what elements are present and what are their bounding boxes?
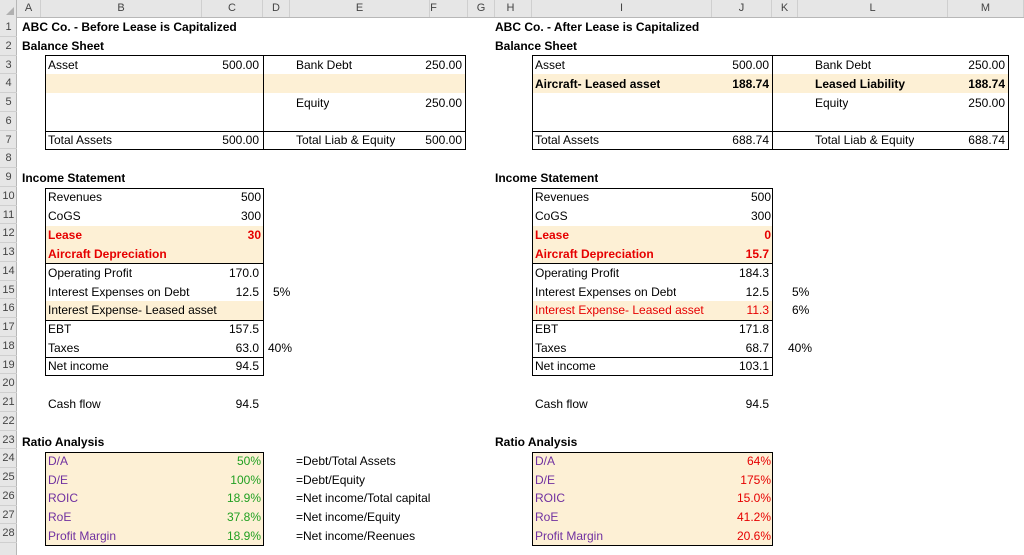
row-header-14[interactable]: 14	[0, 262, 17, 281]
before-tax-rate[interactable]: 40%	[268, 341, 293, 355]
row-header-5[interactable]: 5	[0, 93, 17, 112]
after-total-assets-label[interactable]: Total Assets	[535, 133, 600, 147]
after-total-liab-label[interactable]: Total Liab & Equity	[815, 133, 915, 147]
before-ratio-label-roic[interactable]: ROIC	[48, 491, 78, 505]
before-int-lease-label[interactable]: Interest Expense- Leased asset	[48, 303, 217, 317]
after-total-liab-value[interactable]: 688.74	[968, 133, 1005, 147]
before-ratio-formula-pm[interactable]: =Net income/Reenues	[296, 529, 416, 543]
after-ebt-value[interactable]: 171.8	[738, 322, 769, 336]
row-header-18[interactable]: 18	[0, 337, 17, 356]
after-asset-label[interactable]: Asset	[535, 58, 566, 72]
before-ratio-value-de[interactable]: 100%	[230, 473, 261, 487]
after-bank-debt-value[interactable]: 250.00	[968, 58, 1005, 72]
after-ratio-label-de[interactable]: D/E	[535, 473, 556, 487]
before-title[interactable]: ABC Co. - Before Lease is Capitalized	[22, 20, 237, 34]
after-total-assets-value[interactable]: 688.74	[732, 133, 769, 147]
after-ni-value[interactable]: 103.1	[738, 359, 769, 373]
column-header-c[interactable]: C	[202, 0, 263, 17]
before-ni-value[interactable]: 94.5	[235, 359, 259, 373]
column-header-m[interactable]: M	[948, 0, 1024, 17]
before-equity-value[interactable]: 250.00	[425, 96, 462, 110]
before-ratio-value-roic[interactable]: 18.9%	[226, 491, 261, 505]
before-ratio-formula-da[interactable]: =Debt/Total Assets	[296, 454, 396, 468]
row-header-1[interactable]: 1	[0, 18, 17, 37]
after-ebt-label[interactable]: EBT	[535, 322, 559, 336]
after-depr-label[interactable]: Aircraft Depreciation	[535, 247, 654, 261]
after-ratio-value-pm[interactable]: 20.6%	[736, 529, 771, 543]
after-ratio-label-pm[interactable]: Profit Margin	[535, 529, 604, 543]
after-cogs-value[interactable]: 300	[750, 209, 771, 223]
before-ratio-formula-roe[interactable]: =Net income/Equity	[296, 510, 401, 524]
row-header-15[interactable]: 15	[0, 281, 17, 300]
after-ratio-value-roe[interactable]: 41.2%	[736, 510, 771, 524]
row-header-8[interactable]: 8	[0, 149, 17, 168]
row-header-22[interactable]: 22	[0, 412, 17, 431]
after-income-label[interactable]: Income Statement	[495, 171, 599, 185]
after-ni-label[interactable]: Net income	[535, 359, 596, 373]
row-header-26[interactable]: 26	[0, 487, 17, 506]
after-ratio-label-da[interactable]: D/A	[535, 454, 556, 468]
before-revenues-label[interactable]: Revenues	[48, 190, 103, 204]
before-ratio-label-roe[interactable]: RoE	[48, 510, 72, 524]
before-revenues-value[interactable]: 500	[240, 190, 261, 204]
after-leased-liab-value[interactable]: 188.74	[968, 77, 1005, 91]
before-ni-label[interactable]: Net income	[48, 359, 109, 373]
column-header-b[interactable]: B	[41, 0, 202, 17]
column-header-k[interactable]: K	[772, 0, 798, 17]
after-revenues-value[interactable]: 500	[750, 190, 771, 204]
after-lease-value[interactable]: 0	[764, 228, 771, 242]
after-int-label[interactable]: Interest Expenses on Debt	[535, 285, 677, 299]
after-title[interactable]: ABC Co. - After Lease is Capitalized	[495, 20, 700, 34]
after-ratio-label-roe[interactable]: RoE	[535, 510, 559, 524]
row-header-21[interactable]: 21	[0, 393, 17, 412]
row-header-7[interactable]: 7	[0, 131, 17, 150]
after-op-label[interactable]: Operating Profit	[535, 266, 620, 280]
before-total-liab-label[interactable]: Total Liab & Equity	[296, 133, 396, 147]
before-balance-divider	[263, 55, 264, 150]
after-equity-value[interactable]: 250.00	[968, 96, 1005, 110]
before-cf-value[interactable]: 94.5	[235, 397, 259, 411]
after-taxes-value[interactable]: 68.7	[745, 341, 769, 355]
after-int-rate[interactable]: 5%	[792, 285, 810, 299]
before-ratio-value-da[interactable]: 50%	[236, 454, 261, 468]
column-header-g[interactable]: G	[468, 0, 495, 17]
row-header-28[interactable]: 28	[0, 524, 17, 543]
before-depr-label[interactable]: Aircraft Depreciation	[48, 247, 167, 261]
after-cogs-label[interactable]: CoGS	[535, 209, 568, 223]
before-equity-label[interactable]: Equity	[296, 96, 330, 110]
before-taxes-label[interactable]: Taxes	[48, 341, 80, 355]
after-asset-value[interactable]: 500.00	[732, 58, 769, 72]
before-ratio-value-pm[interactable]: 18.9%	[226, 529, 261, 543]
row-header-4[interactable]: 4	[0, 74, 17, 93]
after-bank-debt-label[interactable]: Bank Debt	[815, 58, 872, 72]
row-header-2[interactable]: 2	[0, 37, 17, 56]
row-header-17[interactable]: 17	[0, 318, 17, 337]
before-op-label[interactable]: Operating Profit	[48, 266, 133, 280]
row-header-12[interactable]: 12	[0, 224, 17, 243]
column-header-a[interactable]: A	[17, 0, 41, 17]
row-header-16[interactable]: 16	[0, 299, 17, 318]
before-cogs-label[interactable]: CoGS	[48, 209, 81, 223]
after-cf-label[interactable]: Cash flow	[535, 397, 588, 411]
before-cf-label[interactable]: Cash flow	[48, 397, 101, 411]
after-balance-label[interactable]: Balance Sheet	[495, 39, 578, 53]
before-total-assets-value[interactable]: 500.00	[222, 133, 259, 147]
after-ratio-label[interactable]: Ratio Analysis	[495, 435, 578, 449]
row-header-25[interactable]: 25	[0, 468, 17, 487]
before-ratio-label-da[interactable]: D/A	[48, 454, 69, 468]
before-bank-debt-label[interactable]: Bank Debt	[296, 58, 353, 72]
before-balance-label[interactable]: Balance Sheet	[22, 39, 105, 53]
row-header-20[interactable]: 20	[0, 374, 17, 393]
column-header-f[interactable]: F	[400, 0, 468, 17]
row-header-24[interactable]: 24	[0, 449, 17, 468]
before-total-assets-label[interactable]: Total Assets	[48, 133, 113, 147]
row-header-10[interactable]: 10	[0, 187, 17, 206]
after-depr-value[interactable]: 15.7	[745, 247, 769, 261]
before-ratio-formula-de[interactable]: =Debt/Equity	[296, 473, 366, 487]
after-op-value[interactable]: 184.3	[738, 266, 769, 280]
column-header-d[interactable]: D	[263, 0, 290, 17]
row-header-6[interactable]: 6	[0, 112, 17, 131]
after-ratio-value-da[interactable]: 64%	[746, 454, 771, 468]
before-ebt-value[interactable]: 157.5	[228, 322, 259, 336]
after-taxes-label[interactable]: Taxes	[535, 341, 567, 355]
before-op-value[interactable]: 170.0	[228, 266, 259, 280]
after-int-value[interactable]: 12.5	[745, 285, 769, 299]
before-ratio-label-pm[interactable]: Profit Margin	[48, 529, 117, 543]
column-header-j[interactable]: J	[712, 0, 772, 17]
after-equity-label[interactable]: Equity	[815, 96, 849, 110]
before-lease-value[interactable]: 30	[247, 228, 261, 242]
select-all-icon	[6, 7, 14, 15]
column-header-h[interactable]: H	[490, 0, 532, 17]
column-header-e[interactable]: E	[290, 0, 430, 17]
before-ratio-label[interactable]: Ratio Analysis	[22, 435, 105, 449]
before-cogs-value[interactable]: 300	[240, 209, 261, 223]
before-ratio-value-roe[interactable]: 37.8%	[226, 510, 261, 524]
after-tax-rate[interactable]: 40%	[788, 341, 813, 355]
row-header-11[interactable]: 11	[0, 206, 17, 225]
before-ratio-formula-roic[interactable]: =Net income/Total capital	[296, 491, 431, 505]
before-ratio-label-de[interactable]: D/E	[48, 473, 69, 487]
column-header-i[interactable]: I	[532, 0, 712, 17]
row-header-9[interactable]: 9	[0, 168, 17, 187]
before-int-rate[interactable]: 5%	[273, 285, 291, 299]
before-asset-value[interactable]: 500.00	[222, 58, 259, 72]
row-header-13[interactable]: 13	[0, 243, 17, 262]
before-income-label[interactable]: Income Statement	[22, 171, 126, 185]
row-header-27[interactable]: 27	[0, 506, 17, 525]
before-asset-label[interactable]: Asset	[48, 58, 79, 72]
after-cf-value[interactable]: 94.5	[745, 397, 769, 411]
after-ratio-value-roic[interactable]: 15.0%	[736, 491, 771, 505]
before-bank-debt-value[interactable]: 250.00	[425, 58, 462, 72]
after-leased-asset-value[interactable]: 188.74	[732, 77, 769, 91]
after-leased-asset-label[interactable]: Aircraft- Leased asset	[535, 77, 661, 91]
select-all-corner[interactable]	[0, 0, 17, 17]
after-int-lease-rate[interactable]: 6%	[792, 303, 810, 317]
before-taxes-value[interactable]: 63.0	[235, 341, 259, 355]
before-int-value[interactable]: 12.5	[235, 285, 259, 299]
column-header-l[interactable]: L	[798, 0, 948, 17]
before-int-label[interactable]: Interest Expenses on Debt	[48, 285, 190, 299]
after-ratio-value-de[interactable]: 175%	[740, 473, 771, 487]
after-revenues-label[interactable]: Revenues	[535, 190, 590, 204]
row-header-19[interactable]: 19	[0, 356, 17, 375]
before-ebt-label[interactable]: EBT	[48, 322, 72, 336]
after-int-lease-value[interactable]: 11.3	[746, 303, 769, 317]
after-int-lease-label[interactable]: Interest Expense- Leased asset	[535, 303, 704, 317]
after-leased-liab-label[interactable]: Leased Liability	[815, 77, 906, 91]
row-header-3[interactable]: 3	[0, 56, 17, 75]
after-balance-divider	[772, 55, 773, 150]
after-ratio-label-roic[interactable]: ROIC	[535, 491, 565, 505]
before-lease-label[interactable]: Lease	[48, 228, 83, 242]
before-total-liab-value[interactable]: 500.00	[425, 133, 462, 147]
after-lease-label[interactable]: Lease	[535, 228, 570, 242]
row-header-23[interactable]: 23	[0, 431, 17, 450]
